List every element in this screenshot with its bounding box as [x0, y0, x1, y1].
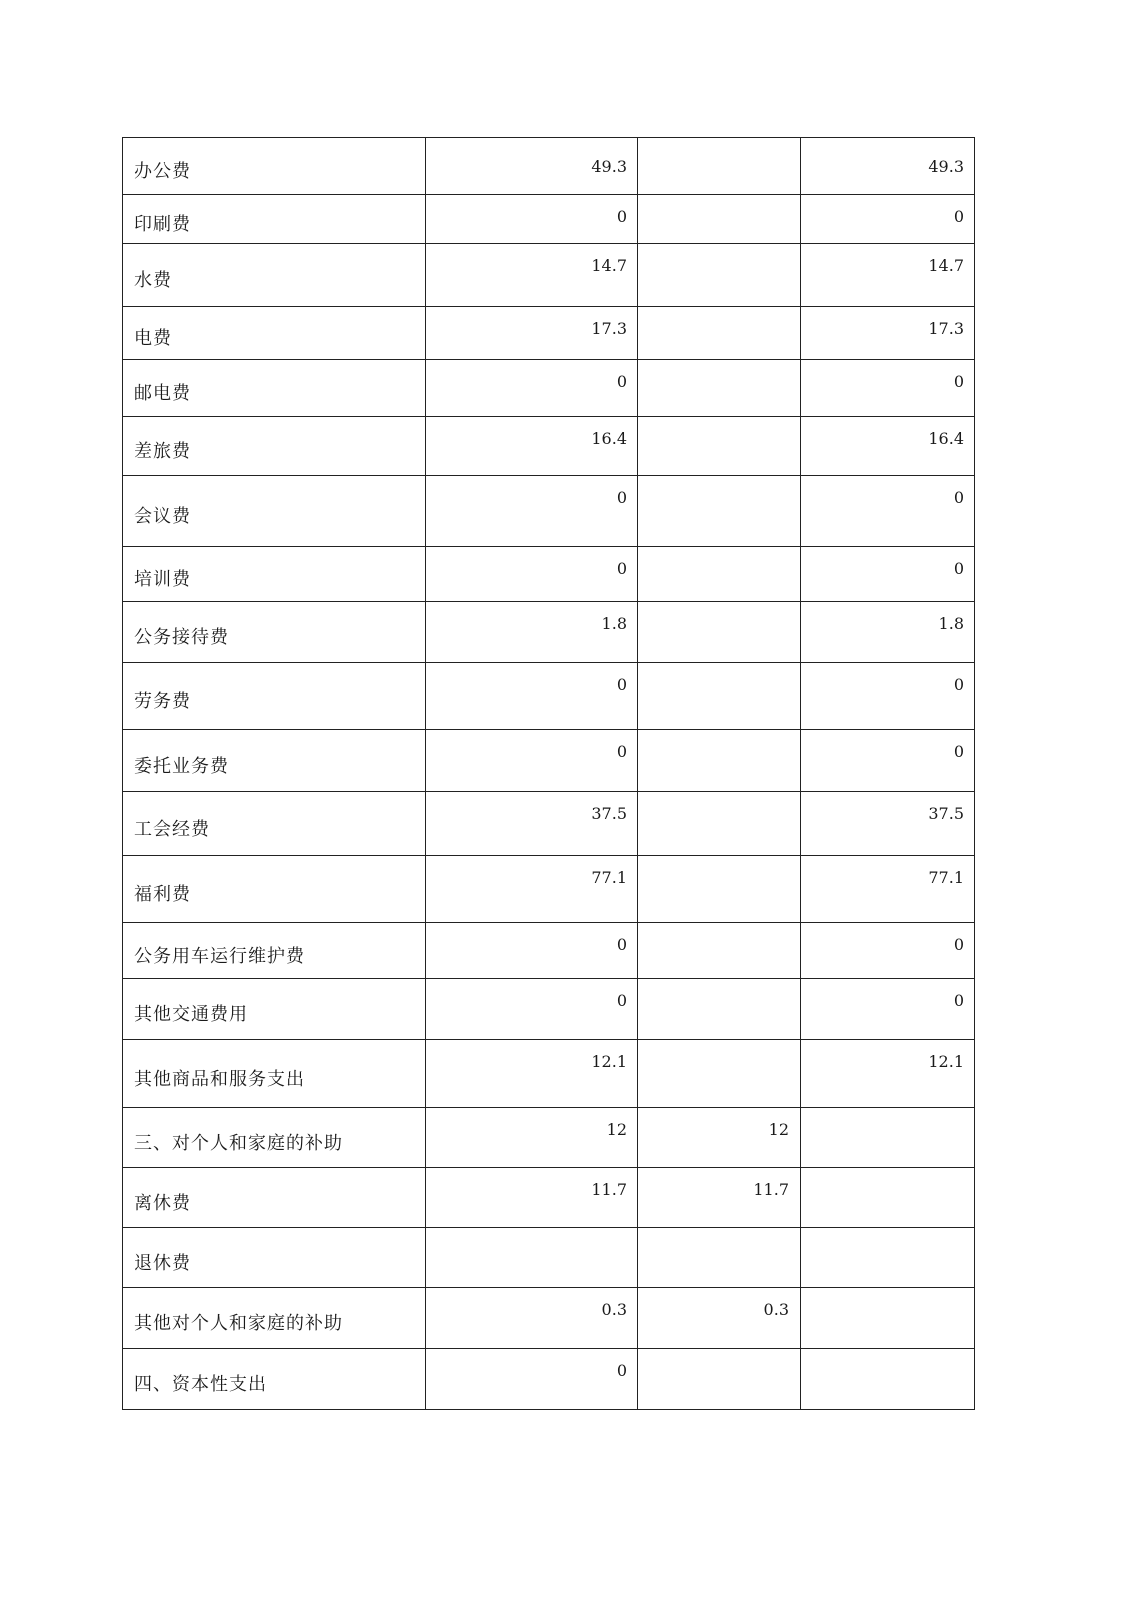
total-cell: 49.3: [426, 138, 638, 195]
table-row: [123, 1040, 975, 1108]
basic-cell: [638, 730, 801, 792]
basic-cell: [638, 360, 801, 417]
table-row: [123, 979, 975, 1040]
row-label: 其他交通费用: [123, 979, 426, 1040]
project-cell: 0: [801, 547, 975, 602]
row-label: 退休费: [123, 1228, 426, 1288]
project-cell: 14.7: [801, 244, 975, 307]
row-label: 其他对个人和家庭的补助: [123, 1288, 426, 1349]
row-label: 邮电费: [123, 360, 426, 417]
basic-cell: 11.7: [638, 1168, 801, 1228]
project-cell: [801, 1168, 975, 1228]
basic-cell: [638, 244, 801, 307]
total-cell: 12: [426, 1108, 638, 1168]
basic-cell: [638, 602, 801, 663]
basic-cell: [638, 923, 801, 979]
row-label: 委托业务费: [123, 730, 426, 792]
table-row: [123, 138, 975, 195]
project-cell: [801, 1349, 975, 1410]
project-cell: 0: [801, 730, 975, 792]
total-cell: 0: [426, 1349, 638, 1410]
project-cell: 77.1: [801, 856, 975, 923]
row-label: 差旅费: [123, 417, 426, 476]
basic-cell: [638, 663, 801, 730]
basic-cell: [638, 792, 801, 856]
row-label: 水费: [123, 244, 426, 307]
expenditure-table: [122, 137, 975, 1410]
total-cell: 17.3: [426, 307, 638, 360]
total-cell: 0: [426, 979, 638, 1040]
basic-cell: [638, 1228, 801, 1288]
row-label: 办公费: [123, 138, 426, 195]
basic-cell: [638, 138, 801, 195]
table-row: [123, 360, 975, 417]
table-row: [123, 792, 975, 856]
project-cell: 0: [801, 923, 975, 979]
table-row: [123, 547, 975, 602]
row-label: 印刷费: [123, 195, 426, 244]
row-label: 其他商品和服务支出: [123, 1040, 426, 1108]
row-label: 福利费: [123, 856, 426, 923]
table-row: [123, 1349, 975, 1410]
total-cell: 0: [426, 195, 638, 244]
project-cell: 37.5: [801, 792, 975, 856]
table-row: [123, 476, 975, 547]
total-cell: 0: [426, 923, 638, 979]
total-cell: 16.4: [426, 417, 638, 476]
table-row: [123, 1168, 975, 1228]
basic-cell: [638, 1040, 801, 1108]
basic-cell: [638, 856, 801, 923]
table-row: [123, 1228, 975, 1288]
total-cell: 0: [426, 547, 638, 602]
table-row: [123, 307, 975, 360]
basic-cell: 0.3: [638, 1288, 801, 1349]
project-cell: 0: [801, 476, 975, 547]
total-cell: 14.7: [426, 244, 638, 307]
row-label: 工会经费: [123, 792, 426, 856]
table-row: [123, 1108, 975, 1168]
table-row: [123, 856, 975, 923]
total-cell: 0: [426, 730, 638, 792]
table-row: [123, 195, 975, 244]
total-cell: [426, 1228, 638, 1288]
total-cell: 0: [426, 360, 638, 417]
project-cell: 0: [801, 979, 975, 1040]
project-cell: 0: [801, 195, 975, 244]
table-row: [123, 417, 975, 476]
table-row: [123, 730, 975, 792]
total-cell: 0: [426, 476, 638, 547]
basic-cell: [638, 476, 801, 547]
row-label: 公务接待费: [123, 602, 426, 663]
table-row: [123, 1288, 975, 1349]
row-label: 会议费: [123, 476, 426, 547]
basic-cell: [638, 417, 801, 476]
basic-cell: [638, 547, 801, 602]
project-cell: [801, 1288, 975, 1349]
expenditure-table-body: [123, 138, 975, 1410]
project-cell: 16.4: [801, 417, 975, 476]
project-cell: [801, 1108, 975, 1168]
project-cell: 0: [801, 663, 975, 730]
project-cell: [801, 1228, 975, 1288]
basic-cell: [638, 195, 801, 244]
project-cell: 17.3: [801, 307, 975, 360]
basic-cell: [638, 307, 801, 360]
table-row: [123, 663, 975, 730]
table-row: [123, 244, 975, 307]
row-label: 离休费: [123, 1168, 426, 1228]
total-cell: 11.7: [426, 1168, 638, 1228]
project-cell: 0: [801, 360, 975, 417]
project-cell: 12.1: [801, 1040, 975, 1108]
row-label: 公务用车运行维护费: [123, 923, 426, 979]
row-label: 培训费: [123, 547, 426, 602]
project-cell: 1.8: [801, 602, 975, 663]
row-label: 四、资本性支出: [123, 1349, 426, 1410]
table-row: [123, 602, 975, 663]
total-cell: 0: [426, 663, 638, 730]
total-cell: 12.1: [426, 1040, 638, 1108]
table-row: [123, 923, 975, 979]
basic-cell: [638, 1349, 801, 1410]
basic-cell: [638, 979, 801, 1040]
total-cell: 1.8: [426, 602, 638, 663]
project-cell: 49.3: [801, 138, 975, 195]
total-cell: 77.1: [426, 856, 638, 923]
row-label: 劳务费: [123, 663, 426, 730]
total-cell: 0.3: [426, 1288, 638, 1349]
row-label: 电费: [123, 307, 426, 360]
row-label: 三、对个人和家庭的补助: [123, 1108, 426, 1168]
basic-cell: 12: [638, 1108, 801, 1168]
total-cell: 37.5: [426, 792, 638, 856]
